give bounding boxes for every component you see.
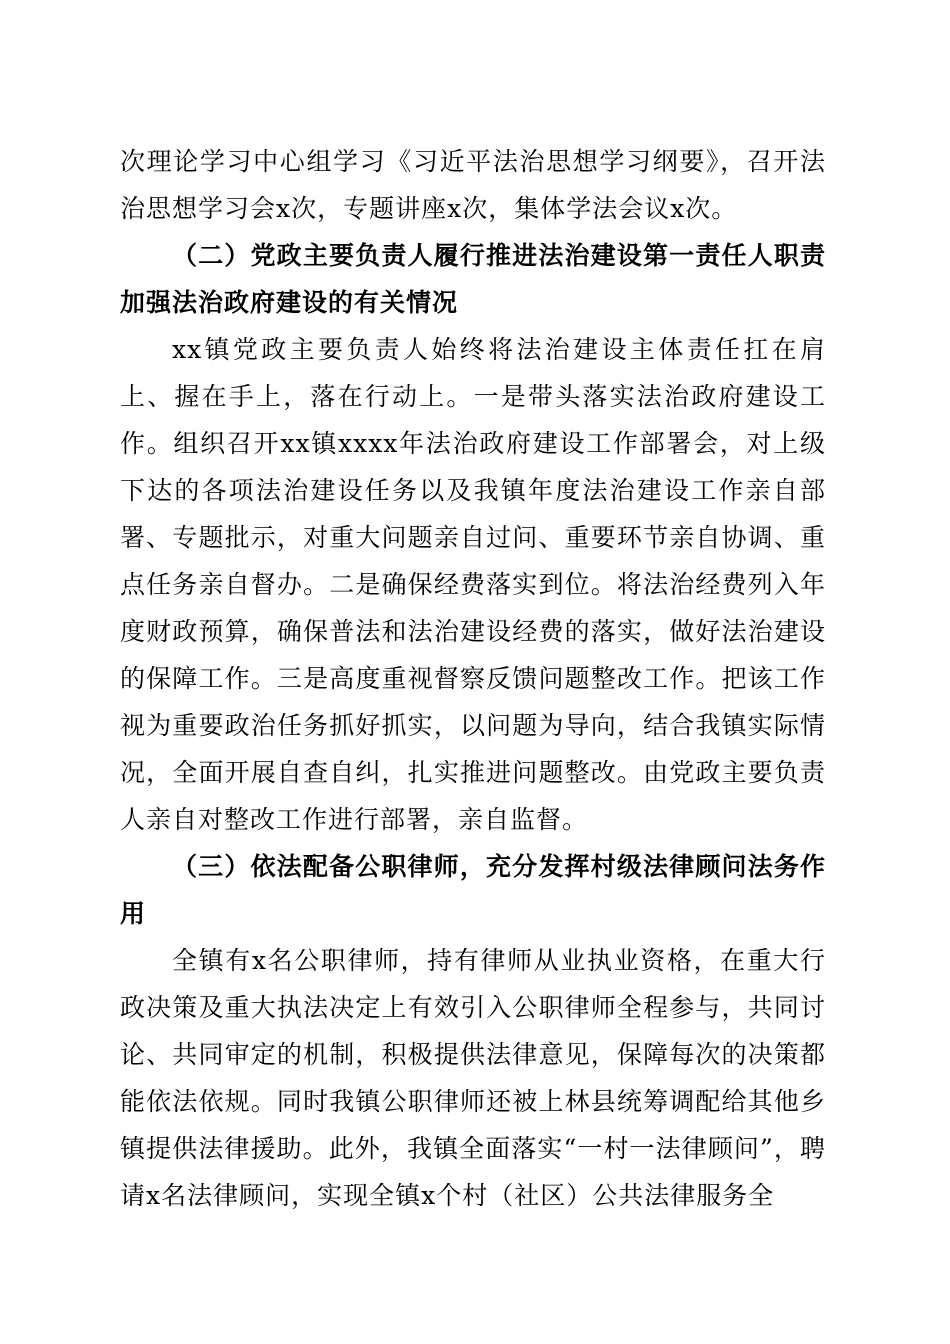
paragraph-study-continued: 次理论学习中心组学习《习近平法治思想学习纲要》，召开法治思想学习会x次，专题讲座x次，集体学法会议x次。 (120, 147, 826, 223)
paragraph-responsibility: xx镇党政主要负责人始终将法治建设主体责任扛在肩上、握在手上，落在行动上。一是带头落实法治政府建设工作。组织召开xx镇xxxx年法治政府建设工作部署会，对上级下达的各项法治建设任务以及我镇年度法治建设工作亲自部署、专题批示，对重大问题亲自过问、重要环节亲自协调、重点任务亲自督办。二是确保经费落实到位。将法治经费列入年度财政预算，确保普法和法治建设经费的落实，做好法治建设的保障工作。三是高度重视督察反馈问题整改工作。把该工作视为重要政治任务抓好抓实，以问题为导向，结合我镇实际情况，全面开展自查自纠，扎实推进问题整改。由党政主要负责人亲自对整改工作进行部署，亲自监督。 (120, 335, 826, 834)
section-heading-3: （三）依法配备公职律师，充分发挥村级法律顾问法务作用 (120, 852, 826, 928)
section-heading-2: （二）党政主要负责人履行推进法治建设第一责任人职责加强法治政府建设的有关情况 (120, 241, 826, 317)
paragraph-lawyers: 全镇有x名公职律师，持有律师从业执业资格，在重大行政决策及重大执法决定上有效引入公职律师全程参与，共同讨论、共同审定的机制，积极提供法律意见，保障每次的决策都能依法依规。同时我镇公职律师还被上林县统筹调配给其他乡镇提供法律援助。此外，我镇全面落实“一村一法律顾问”，聘请x名法律顾问，实现全镇x个村（社区）公共法律服务全 (120, 946, 826, 1210)
document-body (120, 138, 826, 1219)
